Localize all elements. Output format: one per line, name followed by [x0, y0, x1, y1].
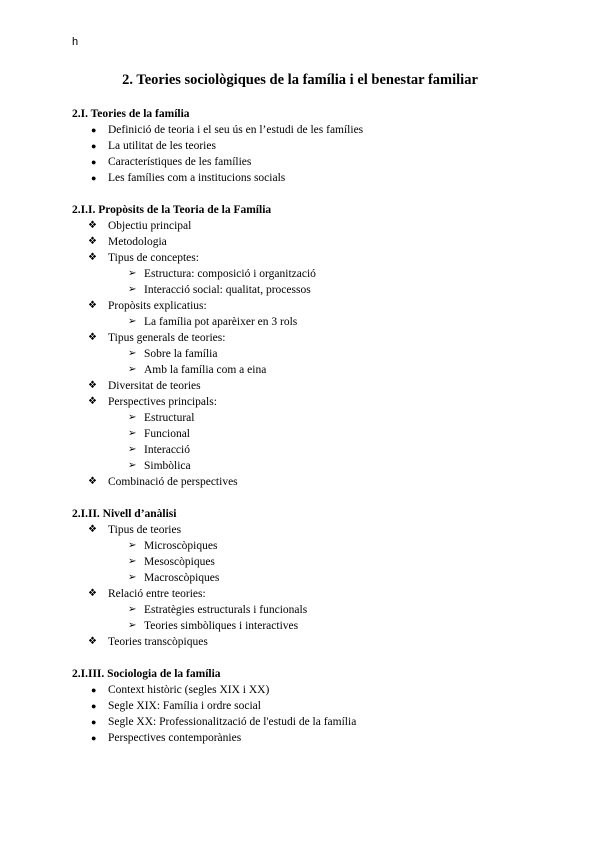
sub-list-item: ➢ La família pot aparèixer en 3 rols [128, 316, 298, 328]
section-teories-familia [72, 106, 552, 186]
section-heading: 2.I.I. Propòsits de la Teoria de la Família [72, 204, 272, 216]
bullet-diamond-icon: ❖ [88, 220, 97, 231]
bullet-arrow-icon: ➢ [128, 316, 137, 327]
list-item: ● Definició de teoria i el seu ús en l’estudi de les famílies [91, 124, 364, 136]
sub-list-item: ➢ Sobre la família [128, 348, 218, 360]
sub-list-item: ➢ Simbòlica [128, 460, 191, 472]
document-title: 2. Teories sociològiques de la família i el benestar familiar [122, 72, 478, 88]
bullet-dot-icon: ● [91, 173, 97, 183]
section-proposits [72, 202, 552, 490]
sub-list-item: ➢ Macroscòpiques [128, 572, 220, 584]
bullet-arrow-icon: ➢ [128, 268, 137, 279]
list-item: ❖ Perspectives principals: [88, 396, 217, 408]
list-item: ● La utilitat de les teories [91, 140, 216, 152]
bullet-dot-icon: ● [91, 685, 97, 695]
bullet-arrow-icon: ➢ [128, 620, 137, 631]
sub-list-item: ➢ Estratègies estructurals i funcionals [128, 604, 308, 616]
bullet-diamond-icon: ❖ [88, 300, 97, 311]
list-item: ❖ Metodologia [88, 236, 167, 248]
list-item: ❖ Combinació de perspectives [88, 476, 238, 488]
bullet-arrow-icon: ➢ [128, 412, 137, 423]
bullet-diamond-icon: ❖ [88, 236, 97, 247]
page-header-mark: h [72, 36, 79, 48]
section-heading: 2.I.III. Sociologia de la família [72, 668, 221, 680]
bullet-dot-icon: ● [91, 733, 97, 743]
sub-list-item: ➢ Teories simbòliques i interactives [128, 620, 299, 632]
bullet-dot-icon: ● [91, 125, 97, 135]
bullet-arrow-icon: ➢ [128, 460, 137, 471]
list-item: ❖ Objectiu principal [88, 220, 192, 232]
list-item: ❖ Tipus de conceptes: [88, 252, 199, 264]
section-sociologia-familia [72, 666, 552, 746]
bullet-arrow-icon: ➢ [128, 444, 137, 455]
bullet-arrow-icon: ➢ [128, 364, 137, 375]
list-item: ● Segle XX: Professionalització de l'estudi de la família [91, 716, 357, 728]
bullet-dot-icon: ● [91, 717, 97, 727]
sub-list-item: ➢ Interacció [128, 444, 190, 456]
bullet-arrow-icon: ➢ [128, 604, 137, 615]
list-item: ● Segle XIX: Família i ordre social [91, 700, 261, 712]
sub-list-item: ➢ Interacció social: qualitat, processos [128, 284, 311, 296]
bullet-arrow-icon: ➢ [128, 284, 137, 295]
section-heading: 2.I.II. Nivell d’anàlisi [72, 508, 177, 520]
bullet-diamond-icon: ❖ [88, 380, 97, 391]
list-item: ❖ Relació entre teories: [88, 588, 206, 600]
sub-list-item: ➢ Mesoscòpiques [128, 556, 215, 568]
bullet-diamond-icon: ❖ [88, 588, 97, 599]
bullet-arrow-icon: ➢ [128, 348, 137, 359]
list-item: ● Les famílies com a institucions socials [91, 172, 286, 184]
bullet-diamond-icon: ❖ [88, 252, 97, 263]
bullet-arrow-icon: ➢ [128, 556, 137, 567]
bullet-diamond-icon: ❖ [88, 476, 97, 487]
list-item: ❖ Tipus generals de teories: [88, 332, 226, 344]
sub-list-item: ➢ Estructural [128, 412, 195, 424]
bullet-diamond-icon: ❖ [88, 332, 97, 343]
list-item: ● Context històric (segles XIX i XX) [91, 684, 270, 696]
sub-list-item: ➢ Amb la família com a eina [128, 364, 267, 376]
sub-list-item: ➢ Microscòpiques [128, 540, 218, 552]
bullet-arrow-icon: ➢ [128, 572, 137, 583]
section-nivell-analisi [72, 506, 552, 650]
list-item: ● Perspectives contemporànies [91, 732, 242, 744]
list-item: ❖ Tipus de teories [88, 524, 182, 536]
bullet-arrow-icon: ➢ [128, 428, 137, 439]
bullet-dot-icon: ● [91, 141, 97, 151]
bullet-diamond-icon: ❖ [88, 396, 97, 407]
list-item: ❖ Diversitat de teories [88, 380, 201, 392]
bullet-diamond-icon: ❖ [88, 524, 97, 535]
bullet-diamond-icon: ❖ [88, 636, 97, 647]
sub-list-item: ➢ Estructura: composició i organització [128, 268, 316, 280]
list-item: ❖ Propòsits explicatius: [88, 300, 207, 312]
list-item: ● Característiques de les famílies [91, 156, 252, 168]
section-heading: 2.I. Teories de la família [72, 108, 190, 120]
bullet-dot-icon: ● [91, 701, 97, 711]
sub-list-item: ➢ Funcional [128, 428, 190, 440]
list-item: ❖ Teories transcòpiques [88, 636, 208, 648]
bullet-arrow-icon: ➢ [128, 540, 137, 551]
bullet-dot-icon: ● [91, 157, 97, 167]
